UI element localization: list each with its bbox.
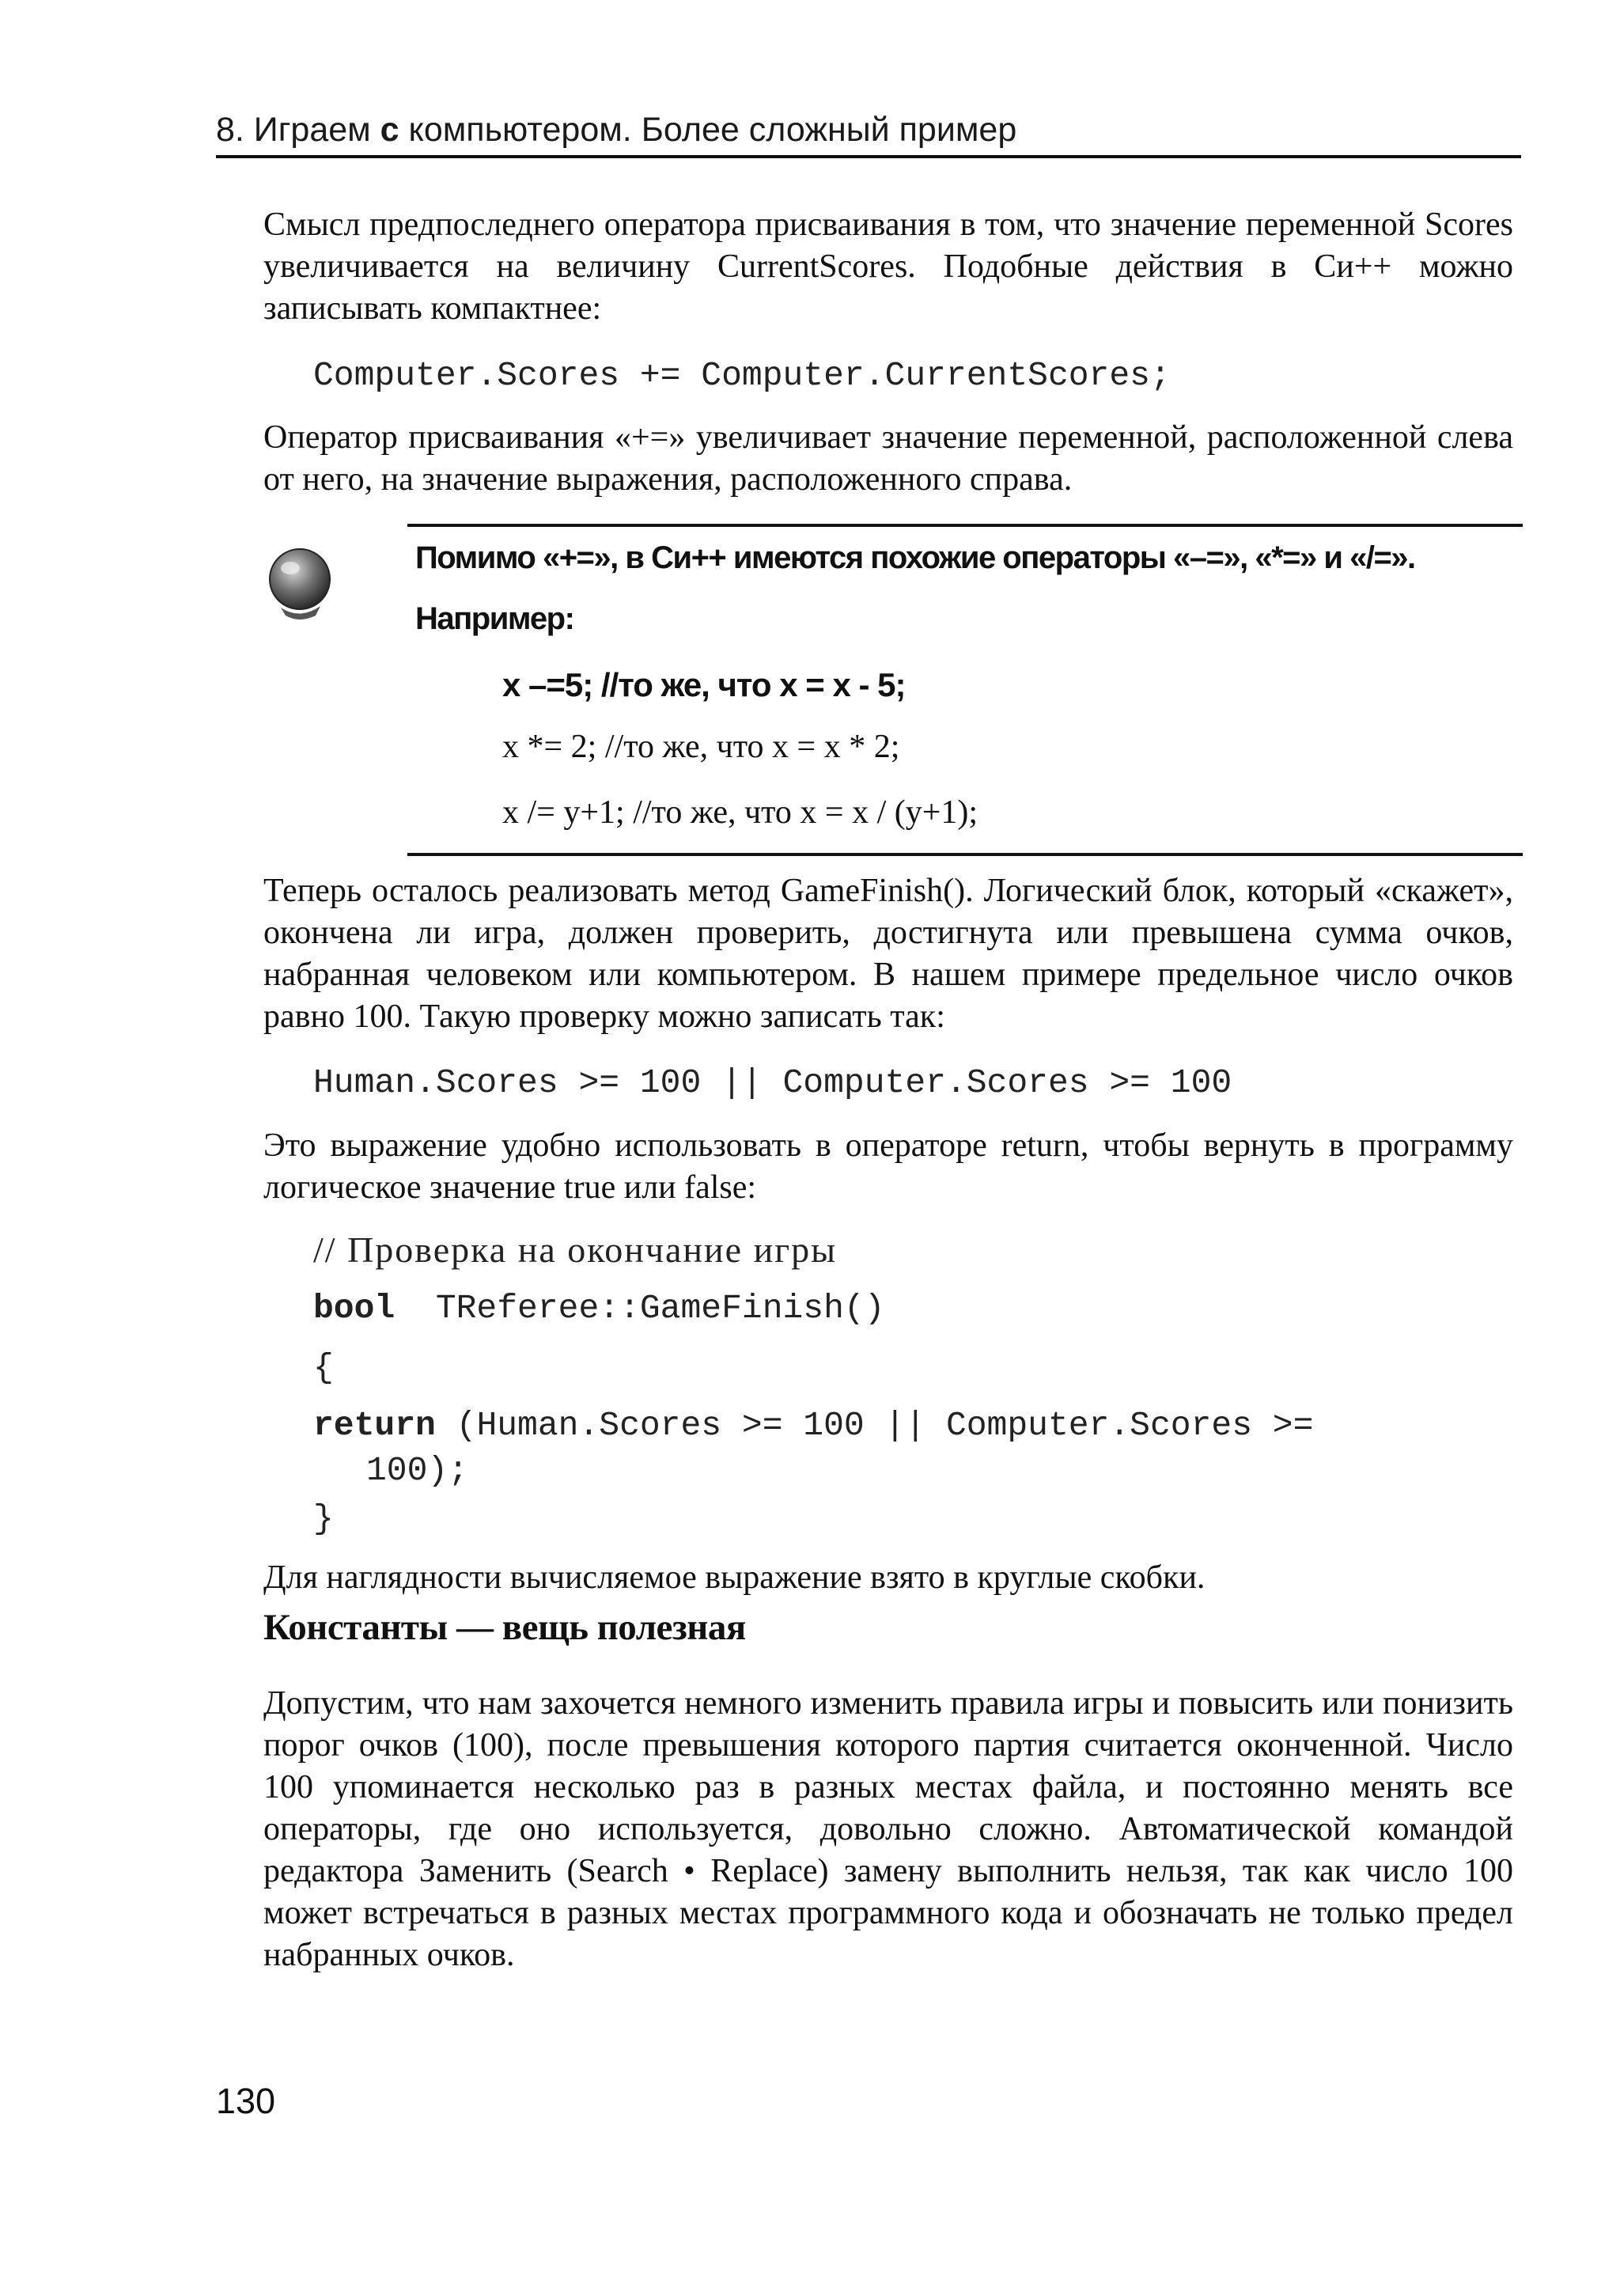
paragraph-1: Смысл предпоследнего оператора присваивания в том, что значение переменной Scores увеличивается на величину CurrentScores. Подобные действия в Си++ можно записывать компактнее: bbox=[263, 206, 1513, 327]
code-compound-assignment: Computer.Scores += Computer.CurrentScores; bbox=[313, 356, 1171, 395]
note-line-2: Например: bbox=[415, 601, 574, 636]
note-example-3: x /= y+1; //то же, что x = x / (y+1); bbox=[502, 794, 978, 831]
code-open-brace: { bbox=[313, 1348, 334, 1387]
running-head-prefix: 8. Играем bbox=[216, 111, 380, 149]
note-top-rule bbox=[407, 524, 1523, 527]
running-head-bold: с bbox=[380, 111, 399, 149]
paragraph-4: Это выражение удобно использовать в операторе return, чтобы вернуть в программу логическое значение true или false: bbox=[263, 1127, 1513, 1206]
code-condition: Human.Scores >= 100 || Computer.Scores >= 100 bbox=[313, 1063, 1232, 1102]
header-rule bbox=[216, 155, 1521, 158]
section-title: Константы — вещь полезная bbox=[263, 1607, 746, 1648]
note-line-1: Помимо «+=», в Си++ имеются похожие операторы «–=», «*=» и «/=». bbox=[415, 540, 1415, 575]
code-comment-line bbox=[313, 1229, 837, 1274]
running-head bbox=[216, 111, 1016, 150]
note-example-2: x *= 2; //то же, что x = x * 2; bbox=[502, 729, 900, 765]
note-bottom-rule bbox=[407, 853, 1523, 856]
code-close-brace: } bbox=[313, 1499, 334, 1538]
paragraph-2: Оператор присваивания «+=» увеличивает значение переменной, расположенной слева от него, на значение выражения, расположенного справа. bbox=[263, 419, 1513, 498]
code-return-expression: (Human.Scores >= 100 || Computer.Scores >= bbox=[456, 1406, 1314, 1445]
paragraph-3: Теперь осталось реализовать метод GameFinish(). Логический блок, который «скажет», окончена ли игра, должен проверить, достигнута или превышена сумма очков, набранная человеком или компьютером. В нашем примере предельное число очков равно 100. Такую проверку можно записать так: bbox=[263, 873, 1513, 1035]
code-signature: TReferee::GameFinish() bbox=[435, 1289, 885, 1328]
code-return-continuation: 100); bbox=[366, 1451, 469, 1490]
page-number: 130 bbox=[216, 2081, 276, 2121]
code-comment: // Проверка на окончание игры bbox=[313, 1229, 837, 1270]
code-keyword-return: return bbox=[313, 1406, 436, 1445]
paragraph-6: Допустим, что нам захочется немного изменить правила игры и повысить или понизить порог очков (100), после превышения которого партия считается оконченной. Число 100 упоминается несколько раз в разных местах файла, и постоянно менять все операторы, где оно используется, довольно сложно. Автоматической командой редактора Заменить (Search • Replace) замену выполнить нельзя, так как число 100 может встречаться в разных местах программного кода и обозначать не только предел набранных очков. bbox=[263, 1685, 1513, 1973]
note-bulb-icon bbox=[265, 544, 338, 623]
code-keyword-bool: bool bbox=[313, 1289, 396, 1328]
note-example-1: x –=5; //то же, что x = x - 5; bbox=[502, 666, 906, 703]
code-return-line bbox=[313, 1404, 1313, 1446]
code-signature-line bbox=[313, 1287, 885, 1329]
running-head-suffix: компьютером. Более сложный пример bbox=[399, 111, 1017, 149]
paragraph-5: Для наглядности вычисляемое выражение взято в круглые скобки. bbox=[263, 1559, 1206, 1596]
